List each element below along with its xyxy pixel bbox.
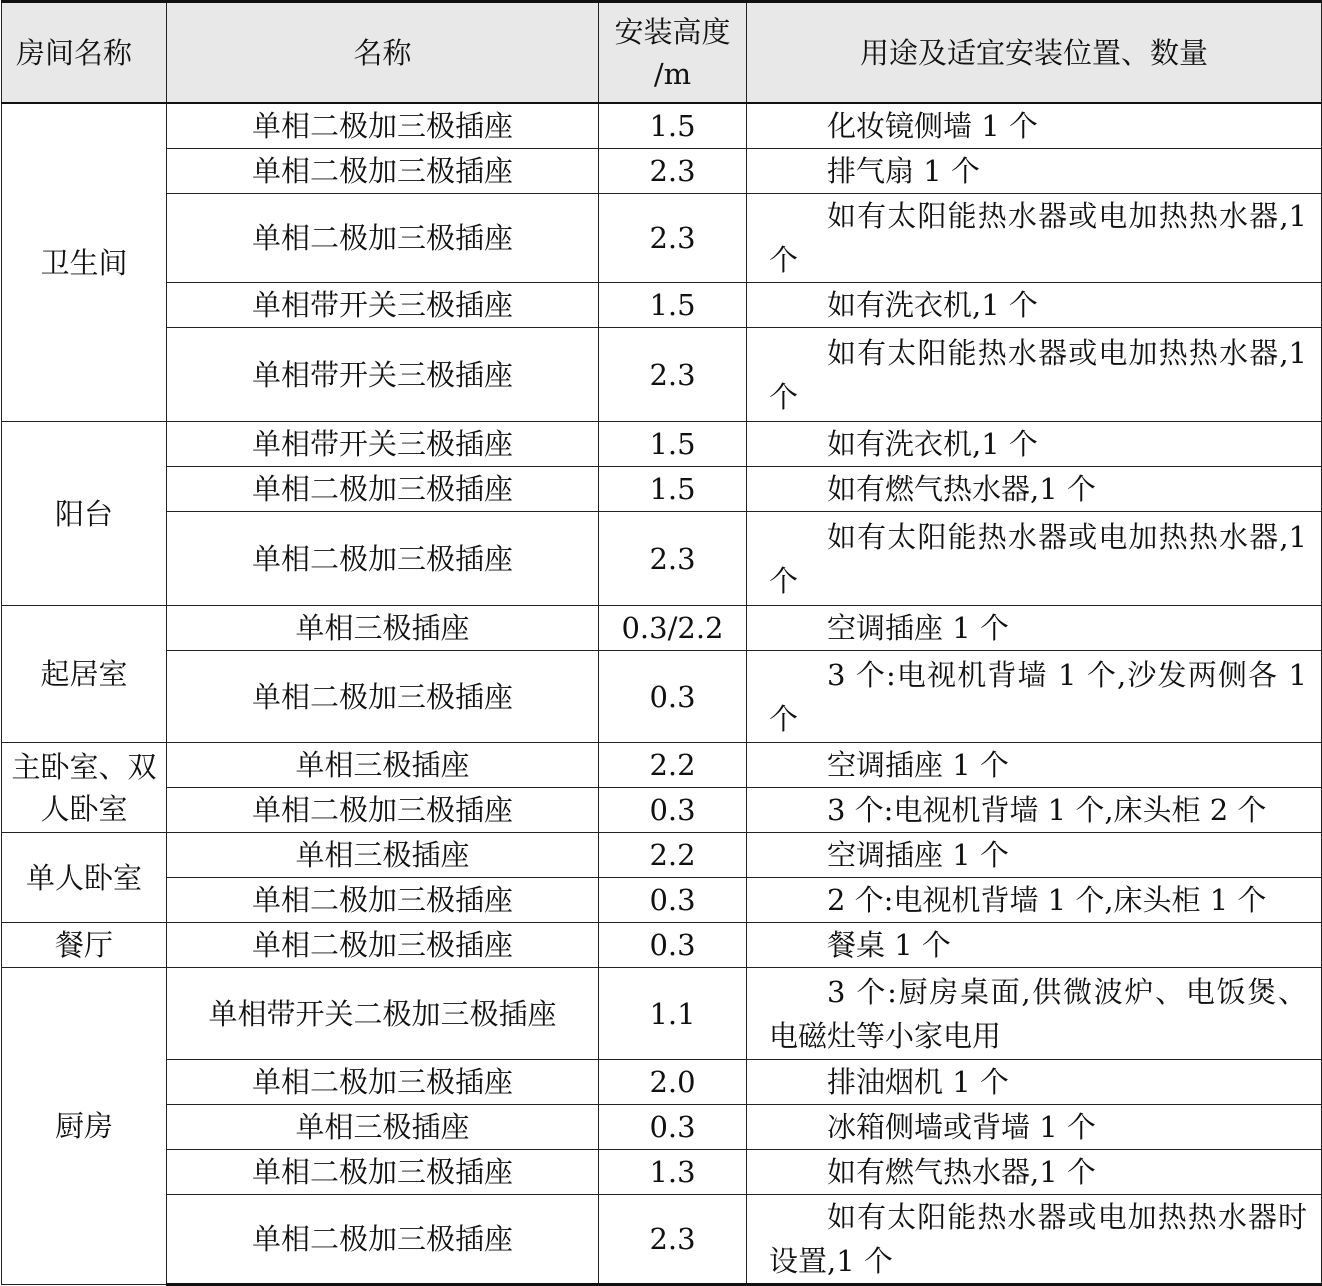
height-cell: 2.2 — [599, 743, 747, 788]
height-cell: 0.3 — [599, 788, 747, 833]
header-use: 用途及适宜安装位置、数量 — [747, 2, 1322, 104]
use-cell: 餐桌 1 个 — [747, 923, 1322, 968]
table-row — [2, 1195, 1322, 1285]
table-row — [2, 968, 1322, 1060]
room-cell: 单人卧室 — [2, 833, 167, 923]
table-row — [2, 878, 1322, 923]
table-row — [2, 788, 1322, 833]
use-cell: 排气扇 1 个 — [747, 149, 1322, 194]
name-cell: 单相二极加三极插座 — [167, 103, 599, 149]
header-row — [2, 2, 1322, 104]
height-cell: 1.3 — [599, 1150, 747, 1195]
table-row — [2, 1150, 1322, 1195]
socket-table — [1, 0, 1322, 1286]
use-cell: 如有洗衣机,1 个 — [747, 283, 1322, 328]
use-cell: 化妆镜侧墙 1 个 — [747, 103, 1322, 149]
use-cell: 3 个:电视机背墙 1 个,沙发两侧各 1 个 — [747, 651, 1322, 743]
room-cell: 主卧室、双人卧室 — [2, 743, 167, 833]
height-cell: 2.2 — [599, 833, 747, 878]
room-cell: 厨房 — [2, 968, 167, 1285]
table-row — [2, 467, 1322, 512]
table-row — [2, 1060, 1322, 1105]
table-row — [2, 422, 1322, 467]
table-row — [2, 743, 1322, 788]
use-cell: 空调插座 1 个 — [747, 606, 1322, 651]
name-cell: 单相二极加三极插座 — [167, 149, 599, 194]
height-cell: 1.5 — [599, 103, 747, 149]
name-cell: 单相带开关二极加三极插座 — [167, 968, 599, 1060]
height-cell: 2.3 — [599, 512, 747, 606]
name-cell: 单相带开关三极插座 — [167, 283, 599, 328]
height-cell: 0.3 — [599, 923, 747, 968]
table-body — [2, 103, 1322, 1285]
height-cell: 2.3 — [599, 149, 747, 194]
name-cell: 单相三极插座 — [167, 1105, 599, 1150]
table-row — [2, 512, 1322, 606]
name-cell: 单相二极加三极插座 — [167, 1060, 599, 1105]
name-cell: 单相带开关三极插座 — [167, 328, 599, 422]
table-row — [2, 833, 1322, 878]
name-cell: 单相二极加三极插座 — [167, 651, 599, 743]
table-row — [2, 149, 1322, 194]
use-cell: 如有燃气热水器,1 个 — [747, 1150, 1322, 1195]
name-cell: 单相二极加三极插座 — [167, 788, 599, 833]
height-cell: 1.5 — [599, 422, 747, 467]
height-cell: 2.3 — [599, 1195, 747, 1285]
height-cell: 2.3 — [599, 328, 747, 422]
room-cell: 卫生间 — [2, 103, 167, 422]
name-cell: 单相二极加三极插座 — [167, 512, 599, 606]
use-cell: 如有太阳能热水器或电加热热水器,1 个 — [747, 328, 1322, 422]
height-cell: 1.5 — [599, 467, 747, 512]
use-cell: 2 个:电视机背墙 1 个,床头柜 1 个 — [747, 878, 1322, 923]
name-cell: 单相二极加三极插座 — [167, 194, 599, 283]
header-height: 安装高度∕m — [599, 2, 747, 104]
name-cell: 单相二极加三极插座 — [167, 467, 599, 512]
header-name: 名称 — [167, 2, 599, 104]
table-row — [2, 328, 1322, 422]
height-cell: 1.1 — [599, 968, 747, 1060]
use-cell: 空调插座 1 个 — [747, 743, 1322, 788]
table-row — [2, 103, 1322, 149]
height-cell: 2.3 — [599, 194, 747, 283]
name-cell: 单相二极加三极插座 — [167, 923, 599, 968]
table-row — [2, 923, 1322, 968]
use-cell: 如有太阳能热水器或电加热热水器时设置,1 个 — [747, 1195, 1322, 1285]
name-cell: 单相二极加三极插座 — [167, 1195, 599, 1285]
height-cell: 0.3 — [599, 878, 747, 923]
name-cell: 单相二极加三极插座 — [167, 878, 599, 923]
use-cell: 如有燃气热水器,1 个 — [747, 467, 1322, 512]
name-cell: 单相带开关三极插座 — [167, 422, 599, 467]
height-cell: 0.3/2.2 — [599, 606, 747, 651]
table-row — [2, 1105, 1322, 1150]
use-cell: 如有太阳能热水器或电加热热水器,1 个 — [747, 194, 1322, 283]
use-cell: 排油烟机 1 个 — [747, 1060, 1322, 1105]
room-cell: 起居室 — [2, 606, 167, 743]
use-cell: 冰箱侧墙或背墙 1 个 — [747, 1105, 1322, 1150]
use-cell: 如有洗衣机,1 个 — [747, 422, 1322, 467]
height-cell: 0.3 — [599, 651, 747, 743]
table-row — [2, 194, 1322, 283]
name-cell: 单相三极插座 — [167, 743, 599, 788]
use-cell: 空调插座 1 个 — [747, 833, 1322, 878]
table-row — [2, 651, 1322, 743]
name-cell: 单相三极插座 — [167, 833, 599, 878]
header-room: 房间名称 — [2, 2, 167, 104]
height-cell: 1.5 — [599, 283, 747, 328]
room-cell: 阳台 — [2, 422, 167, 606]
table-row — [2, 606, 1322, 651]
name-cell: 单相三极插座 — [167, 606, 599, 651]
use-cell: 如有太阳能热水器或电加热热水器,1 个 — [747, 512, 1322, 606]
height-cell: 2.0 — [599, 1060, 747, 1105]
height-cell: 0.3 — [599, 1105, 747, 1150]
table-row — [2, 283, 1322, 328]
room-cell: 餐厅 — [2, 923, 167, 968]
use-cell: 3 个:电视机背墙 1 个,床头柜 2 个 — [747, 788, 1322, 833]
use-cell: 3 个:厨房桌面,供微波炉、电饭煲、电磁灶等小家电用 — [747, 968, 1322, 1060]
name-cell: 单相二极加三极插座 — [167, 1150, 599, 1195]
